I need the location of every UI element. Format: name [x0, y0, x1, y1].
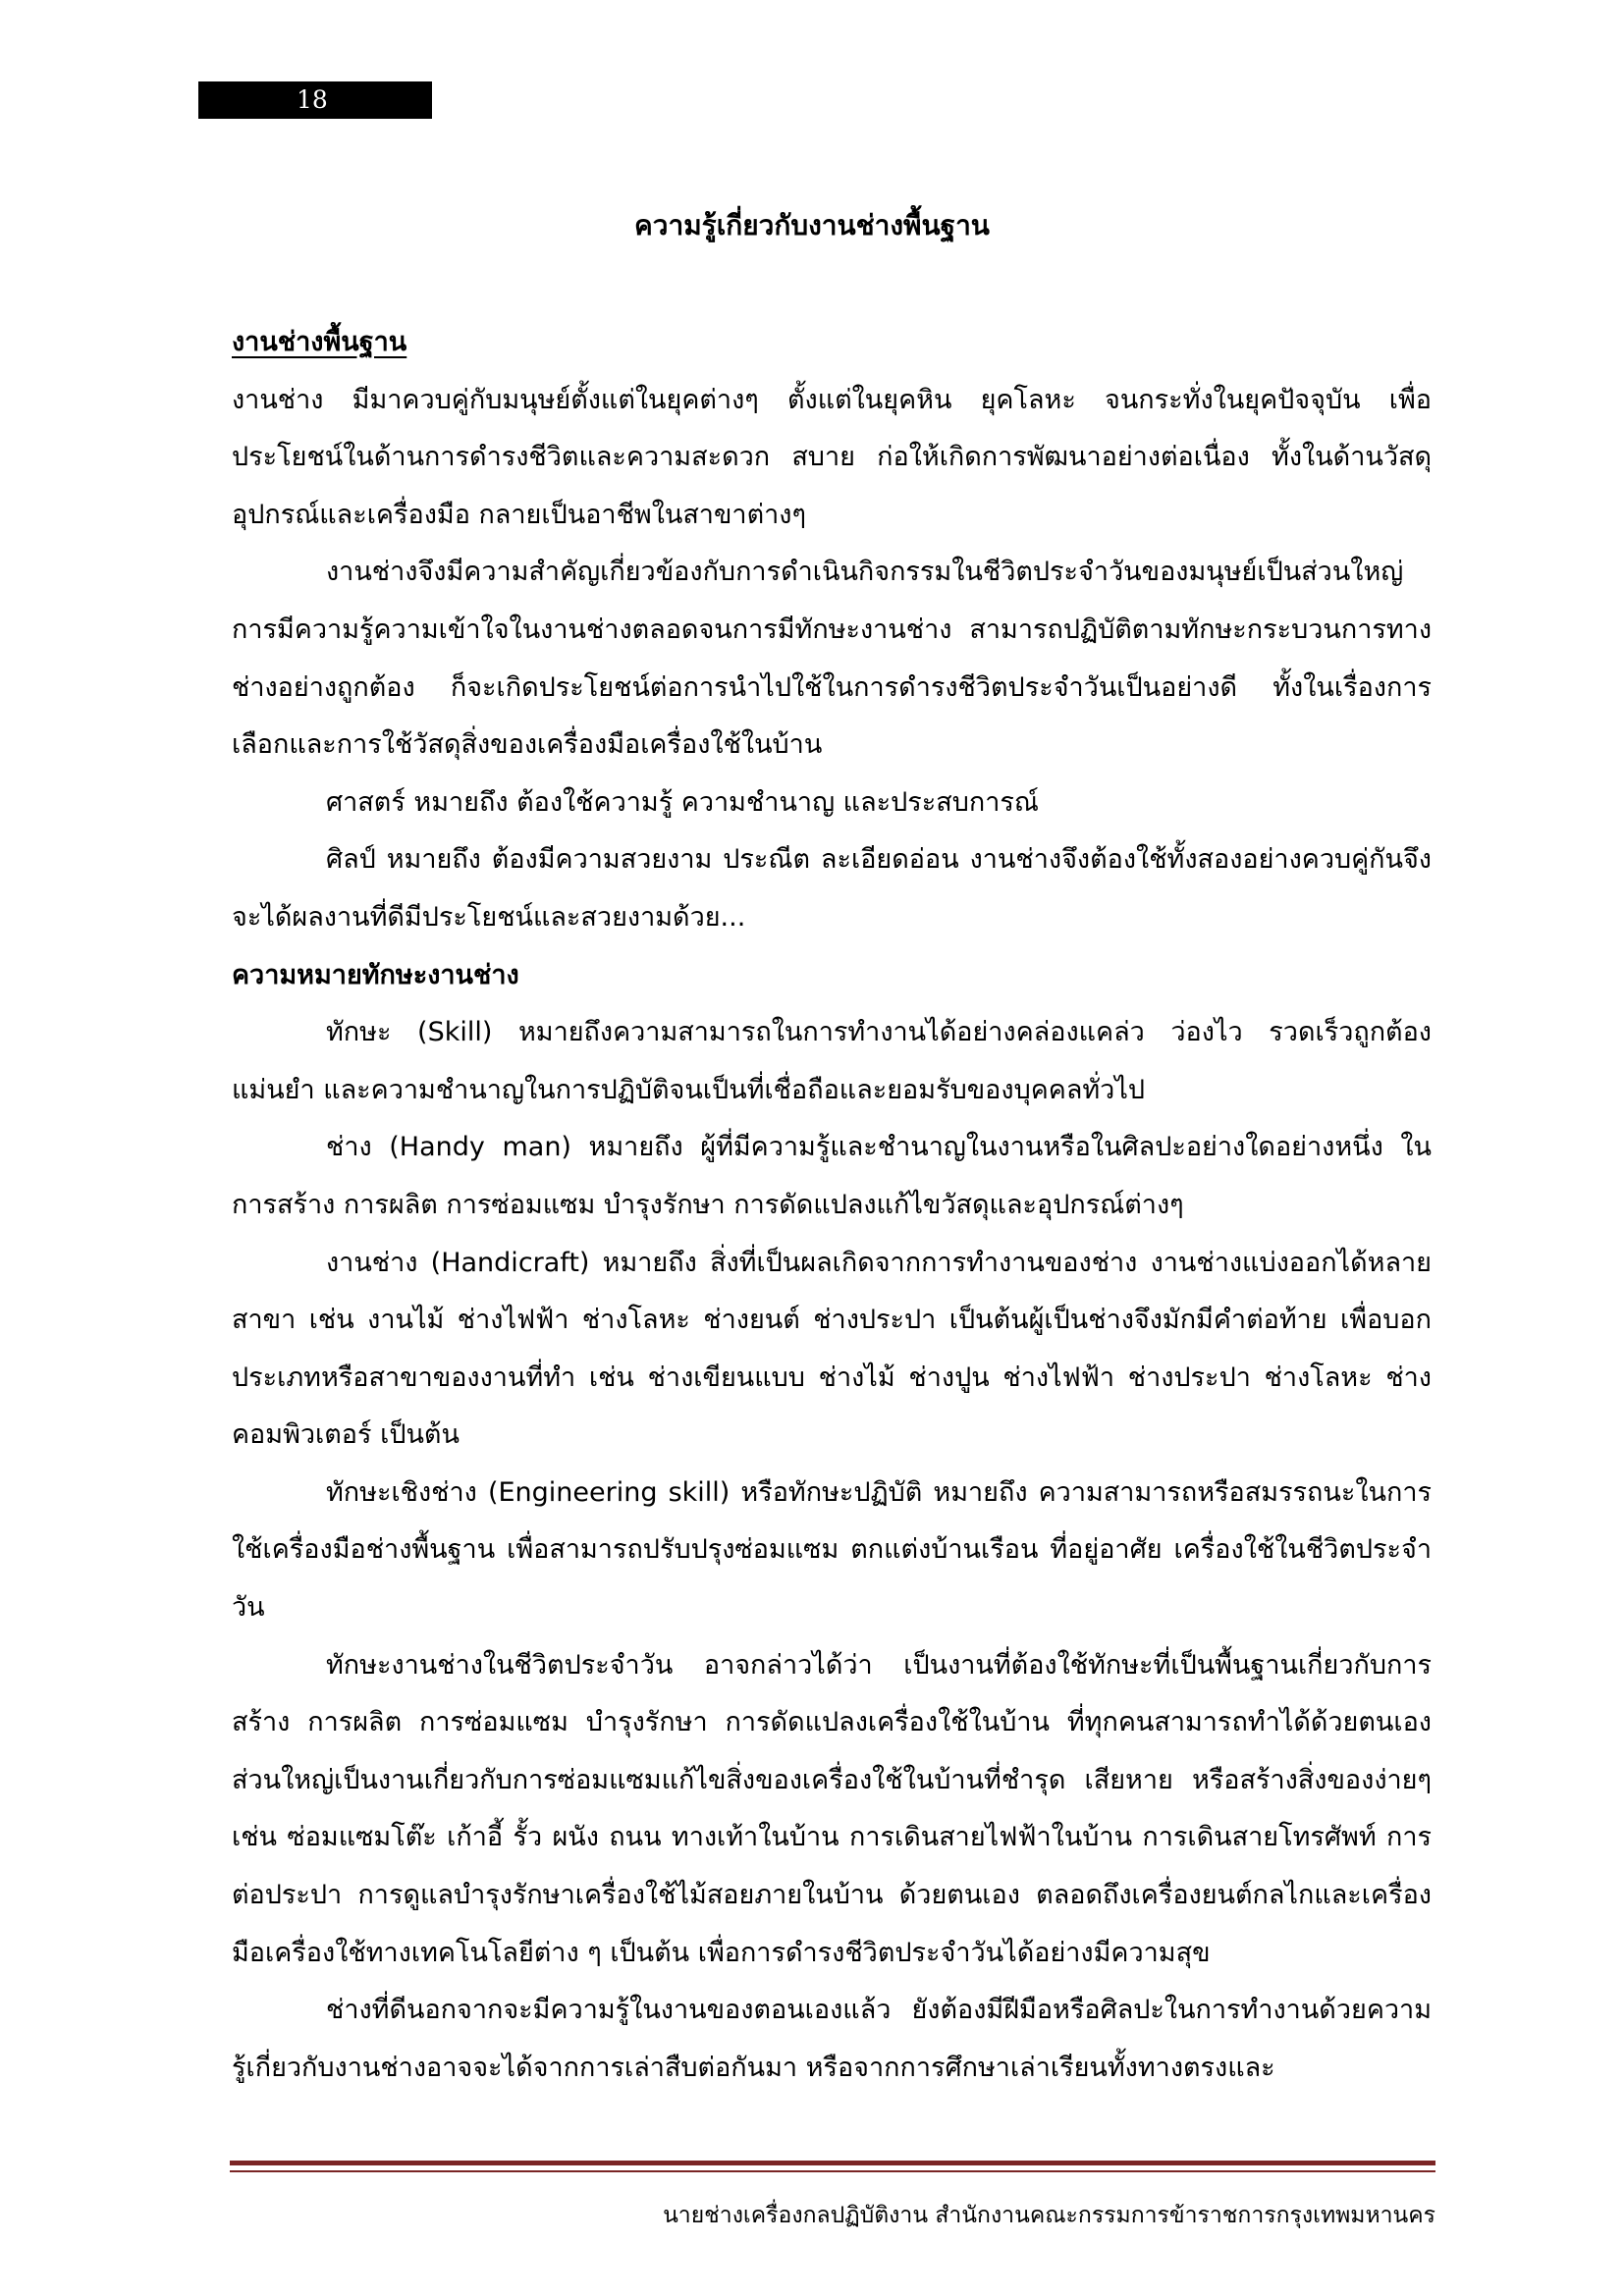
- paragraph: ศิลป์ หมายถึง ต้องมีความสวยงาม ประณีต ละเอียดอ่อน งานช่างจึงต้องใช้ทั้งสองอย่างควบคู่กันจึงจะได้ผลงานที่ดีมีประโยชน์และสวยงามด้วย...: [232, 844, 1432, 933]
- paragraph: งานช่าง (Handicraft) หมายถึง สิ่งที่เป็นผลเกิดจากการทำงานของช่าง งานช่างแบ่งออกได้หลายสาขา เช่น งานไม้ ช่างไฟฟ้า ช่างโลหะ ช่างยนต์ ช่างประปา เป็นต้นผู้เป็นช่างจึงมักมีคำต่อท้าย เพื่อบอกประเภทหรือสาขาของงานที่ทำ เช่น ช่างเขียนแบบ ช่างไม้ ช่างปูน ช่างไฟฟ้า ช่างประปา ช่างโลหะ ช่างคอมพิวเตอร์ เป็นต้น: [232, 1247, 1432, 1451]
- footer-divider-thin: [230, 2170, 1435, 2172]
- paragraph: ช่าง (Handy man) หมายถึง ผู้ที่มีความรู้และชำนาญในงานหรือในศิลปะอย่างใดอย่างหนึ่ง ในการสร้าง การผลิต การซ่อมแซม บำรุงรักษา การดัดแปลงแก้ไขวัสดุและอุปกรณ์ต่างๆ: [232, 1132, 1432, 1220]
- footer-divider-thick: [230, 2161, 1435, 2165]
- paragraph: ศาสตร์ หมายถึง ต้องใช้ความรู้ ความชำนาญ และประสบการณ์: [326, 786, 1039, 818]
- paragraph: งานช่างจึงมีความสำคัญเกี่ยวข้องกับการดำเนินกิจกรรมในชีวิตประจำวันของมนุษย์เป็นส่วนใหญ่ การมีความรู้ความเข้าใจในงานช่างตลอดจนการมีทักษะงานช่าง สามารถปฏิบัติตามทักษะกระบวนการทางช่างอย่างถูกต้อง ก็จะเกิดประโยชน์ต่อการนำไปใช้ในการดำรงชีวิตประจำวันเป็นอย่างดี ทั้งในเรื่องการเลือกและการใช้วัสดุสิ่งของเครื่องมือเครื่องใช้ในบ้าน: [232, 557, 1432, 761]
- paragraph: งานช่าง มีมาควบคู่กับมนุษย์ตั้งแต่ในยุคต่างๆ ตั้งแต่ในยุคหิน ยุคโลหะ จนกระทั่งในยุคปัจจุบัน เพื่อประโยชน์ในด้านการดำรงชีวิตและความสะดวก สบาย ก่อให้เกิดการพัฒนาอย่างต่อเนื่อง ทั้งในด้านวัสดุอุปกรณ์และเครื่องมือ กลายเป็นอาชีพในสาขาต่างๆ: [232, 384, 1432, 530]
- document-title: ความรู้เกี่ยวกับงานช่างพื้นฐาน: [634, 209, 990, 241]
- paragraph: ช่างที่ดีนอกจากจะมีความรู้ในงานของตอนเองแล้ว ยังต้องมีฝีมือหรือศิลปะในการทำงานด้วยความรู้เกี่ยวกับงานช่างอาจจะได้จากการเล่าสืบต่อกันมา หรือจากการศึกษาเล่าเรียนทั้งทางตรงและ: [232, 1995, 1432, 2083]
- paragraph: ทักษะ (Skill) หมายถึงความสามารถในการทำงานได้อย่างคล่องแคล่ว ว่องไว รวดเร็วถูกต้องแม่นยำ และความชำนาญในการปฏิบัติจนเป็นที่เชื่อถือและยอมรับของบุคคลทั่วไป: [232, 1017, 1432, 1105]
- paragraph: ทักษะเชิงช่าง (Engineering skill) หรือทักษะปฏิบัติ หมายถึง ความสามารถหรือสมรรถนะในการใช้เครื่องมือช่างพื้นฐาน เพื่อสามารถปรับปรุงซ่อมแซม ตกแต่งบ้านเรือน ที่อยู่อาศัย เครื่องใช้ในชีวิตประจำวัน: [232, 1476, 1432, 1624]
- section-heading-basic-work: งานช่างพื้นฐาน: [232, 327, 407, 357]
- page-number: 18: [297, 85, 328, 114]
- footer-text: นายช่างเครื่องกลปฏิบัติงาน สำนักงานคณะกรรมการข้าราชการกรุงเทพมหานคร: [663, 2203, 1435, 2228]
- paragraph: ทักษะงานช่างในชีวิตประจำวัน อาจกล่าวได้ว่า เป็นงานที่ต้องใช้ทักษะที่เป็นพื้นฐานเกี่ยวกับการสร้าง การผลิต การซ่อมแซม บำรุงรักษา การดัดแปลงเครื่องใช้ในบ้าน ที่ทุกคนสามารถทำได้ด้วยตนเองส่วนใหญ่เป็นงานเกี่ยวกับการซ่อมแซมแก้ไขสิ่งของเครื่องใช้ในบ้านที่ชำรุด เสียหาย หรือสร้างสิ่งของง่ายๆ เช่น ซ่อมแซมโต๊ะ เก้าอี้ รั้ว ผนัง ถนน ทางเท้าในบ้าน การเดินสายไฟฟ้าในบ้าน การเดินสายโทรศัพท์ การต่อประปา การดูแลบำรุงรักษาเครื่องใช้ไม้สอยภายในบ้าน ด้วยตนเอง ตลอดถึงเครื่องยนต์กลไกและเครื่องมือเครื่องใช้ทางเทคโนโลยีต่าง ๆ เป็นต้น เพื่อการดำรงชีวิตประจำวันได้อย่างมีความสุข: [232, 1649, 1432, 1968]
- document-body: [232, 314, 1432, 2097]
- section-heading-skill-meaning: ความหมายทักษะงานช่าง: [232, 959, 519, 990]
